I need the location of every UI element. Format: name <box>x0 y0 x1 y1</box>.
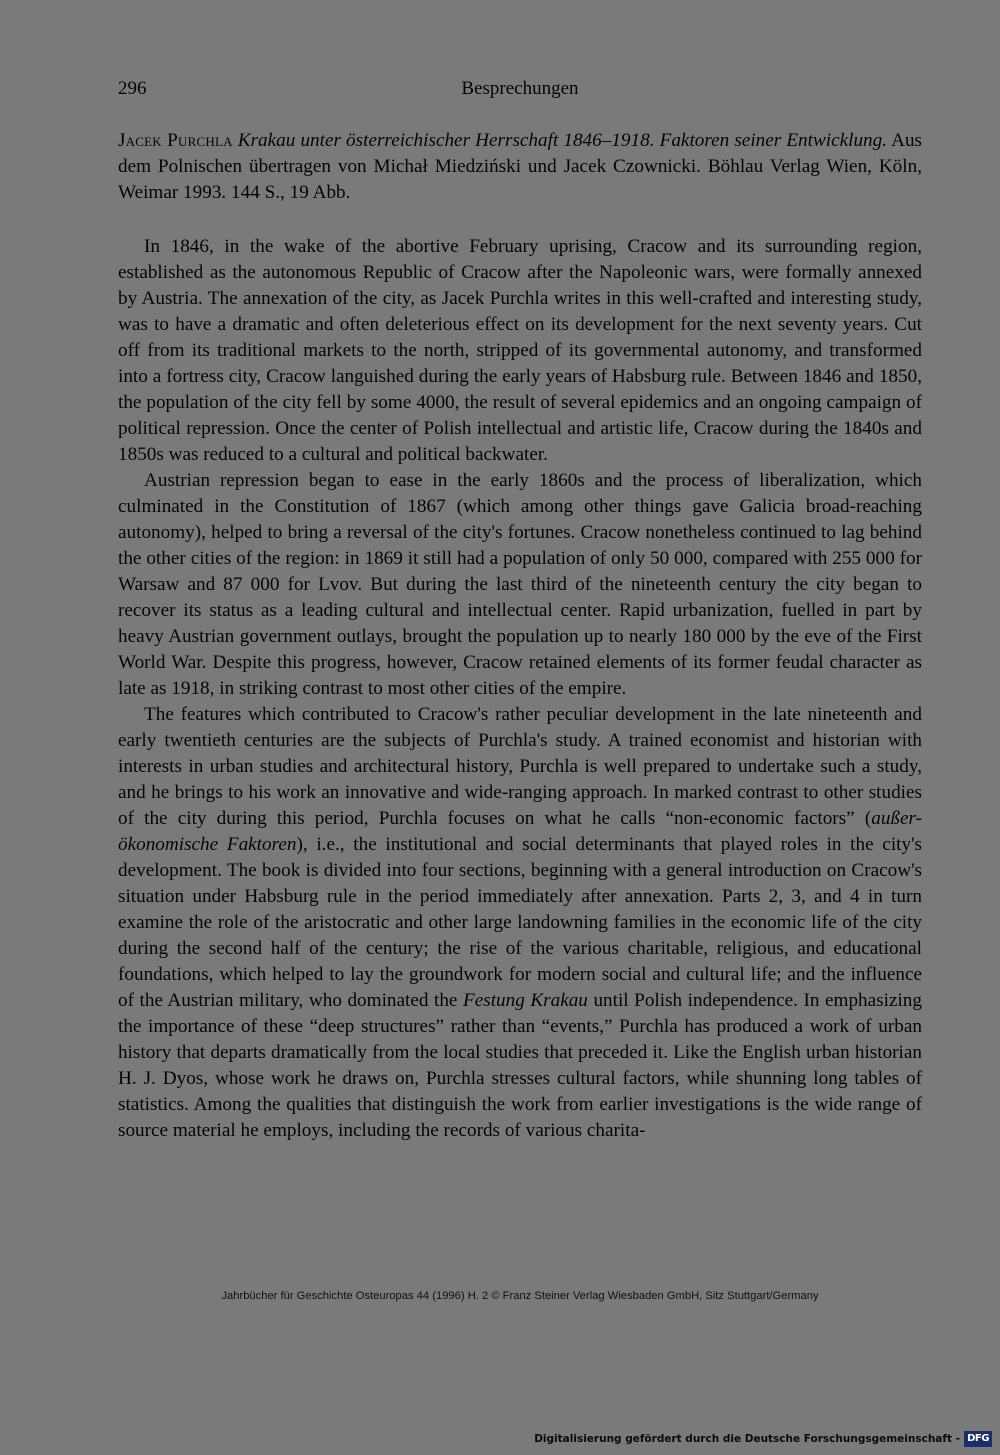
citation-author: Jacek Purchla <box>118 130 233 151</box>
paragraph-3-italic-festung: Festung Krakau <box>462 990 588 1011</box>
review-body <box>118 234 922 1144</box>
page-header <box>118 78 922 106</box>
page-number: 296 <box>118 78 147 99</box>
paragraph-3-part-c: until Polish independence. In emphasizing the importance of these “deep structures” rather than “events,” Purchla has produced a work of urban history that departs dramatically from the local studies that preceded it. Like the English urban historian H. J. Dyos, whose work he draws on, Purchla stresses cultural factors, while shunning long tables of statistics. Among the qualities that distinguish the work from earlier investigations is the wide range of source material he employs, including the records of various charita- <box>118 990 922 1141</box>
running-title: Besprechungen <box>461 78 579 99</box>
paragraph-3-part-b: ), i.e., the institutional and social determinants that played roles in the city's development. The book is divided into four sections, beginning with a general introduction on Cracow's situation under Habsburg rule in the period immediately after annexation. Parts 2, 3, and 4 in turn examine the role of the aristocratic and other large landowning families in the economic life of the city during the second half of the century; the rise of the various charitable, religious, and educational foundations, which helped to lay the groundwork for modern social and cultural life; and the influence of the Austrian military, who dominated the <box>118 834 922 1011</box>
paragraph-3-part-a: The features which contributed to Cracow's rather peculiar development in the late nineteenth and early twentieth centuries are the subjects of Purchla's study. A trained economist and historian with interests in urban studies and architectural history, Purchla is well prepared to undertake such a study, and he brings to his work an innovative and wide-ranging approach. In marked contrast to other studies of the city during this period, Purchla focuses on what he calls “non-economic factors” ( <box>118 704 922 829</box>
journal-footer: Jahrbücher für Geschichte Osteuropas 44 (1996) H. 2 © Franz Steiner Verlag Wiesbaden GmbH, Sitz Stuttgart/Germany <box>221 1290 819 1302</box>
paragraph-3 <box>118 702 922 1144</box>
review-citation <box>118 128 922 206</box>
citation-title: Krakau unter österreichischer Herrschaft 1846–1918. Faktoren seiner Entwicklung. <box>237 130 888 151</box>
citation-details: Aus dem Polnischen übertragen von Michał Miedziński und Jacek Czownicki. Böhlau Verlag Wien, Köln, Weimar 1993. 144 S., 19 Abb. <box>118 130 923 203</box>
funding-text: Digitalisierung gefördert durch die Deutsche Forschungsgemeinschaft - <box>534 1433 960 1445</box>
paragraph-2: Austrian repression began to ease in the early 1860s and the process of liberalization, which culminated in the Constitution of 1867 (which among other things gave Galicia broad-reaching autonomy), helped to bring a reversal of the city's fortunes. Cracow nonetheless continued to lag behind the other cities of the region: in 1869 it still had a population of only 50 000, compared with 255 000 for Warsaw and 87 000 for Lvov. But during the last third of the nineteenth century the city began to recover its status as a leading cultural and intellectual center. Rapid urbanization, fuelled in part by heavy Austrian government outlays, brought the population up to nearly 180 000 by the eve of the First World War. Despite this progress, however, Cracow retained elements of its former feudal character as late as 1918, in striking contrast to most other cities of the empire. <box>118 470 922 699</box>
dfg-logo-icon: DFG <box>964 1431 992 1447</box>
paragraph-3-italic-term: außer-ökonomische Faktoren <box>118 808 922 855</box>
funding-bar <box>534 1429 992 1449</box>
paragraph-1: In 1846, in the wake of the abortive February uprising, Cracow and its surrounding region, established as the autonomous Republic of Cracow after the Napoleonic wars, were formally annexed by Austria. The annexation of the city, as Jacek Purchla writes in this well-crafted and interesting study, was to have a dramatic and often deleterious effect on its development for the next seventy years. Cut off from its traditional markets to the north, stripped of its governmental autonomy, and transformed into a fortress city, Cracow languished during the early years of Habsburg rule. Between 1846 and 1850, the population of the city fell by some 4000, the result of several epidemics and an ongoing campaign of political repression. Once the center of Polish intellectual and artistic life, Cracow during the 1840s and 1850s was reduced to a cultural and political backwater. <box>118 236 922 465</box>
